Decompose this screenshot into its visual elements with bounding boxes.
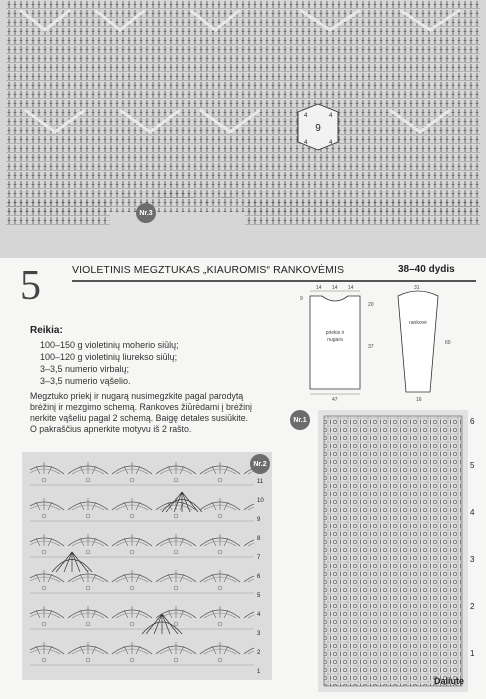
motif-corner-number: 4 [304,140,308,146]
crochet-chart-top [0,0,486,258]
sleeve-label: rankovė [409,320,427,326]
body-dim-left: 9 [300,296,303,302]
instruction-line: Megztuko priekį ir nugarą nusimegzkite pagal parodytą [30,391,244,401]
credit-watermark: Daliute [434,676,465,686]
body-schematic [300,285,374,403]
chart-tag-nr1: Nr.1 [290,410,310,430]
row-number: 7 [257,555,261,561]
motif-corner-number: 4 [329,113,333,119]
body-dim-right-lower: 37 [368,344,374,350]
row-number: 4 [470,508,475,517]
instruction-line: nerkite vąšeliu pagal 2 schemą. Baigę detales susiūkite. [30,413,249,423]
body-dim-right-upper: 20 [368,302,374,308]
motif-corner-number: 4 [329,140,333,146]
section-number: 5 [20,263,41,309]
body-dim-top-c: 14 [348,285,354,291]
row-number: 1 [257,669,261,675]
garment-schematics [280,284,480,404]
sleeve-dim-top: 31 [414,285,420,291]
material-item: 100–120 g violetinių liurekso siūlų; [40,352,178,362]
crochet-chart-sleeve [22,452,272,680]
row-number: 5 [470,461,475,470]
crochet-row-numbers [254,452,272,680]
instructions [30,391,285,435]
row-number: 11 [257,479,264,485]
row-number: 8 [257,536,261,542]
motif-corner-number: 4 [304,113,308,119]
body-dim-top-a: 14 [316,285,322,291]
material-item: 3–3,5 numerio virbalų; [40,364,130,374]
chart-top-grid [0,0,486,258]
instruction-line: O pakraščius apnerkite motyvu iš 2 rašto. [30,424,192,434]
body-label-line1: priekis ir [325,330,345,336]
row-number: 9 [257,517,261,523]
row-number: 5 [257,593,261,599]
row-number: 4 [257,612,261,618]
row-number: 2 [257,650,261,656]
sleeve-dim-right: 60 [445,340,451,346]
knit-row-numbers [468,410,482,692]
chart-tag-nr2: Nr.2 [250,454,270,474]
row-number: 3 [257,631,261,637]
row-number: 1 [470,649,475,658]
body-label-line2: nugara [327,337,343,343]
row-number: 3 [470,555,475,564]
row-number: 6 [470,417,475,426]
material-item: 3–3,5 numerio vąšelio. [40,376,131,386]
body-dim-top-b: 14 [332,285,338,291]
pattern-title: VIOLETINIS MEGZTUKAS „KIAUROMIS“ RANKOVĖMIS [72,264,345,276]
body-dim-bottom: 47 [332,397,338,403]
row-number: 2 [470,602,475,611]
knitting-chart-svg [318,410,468,692]
chart-tag-nr3: Nr.3 [136,203,156,223]
crochet-chart-sleeve-svg [22,452,272,680]
material-item: 100–150 g violetinių moherio siūlų; [40,340,179,350]
motif-center-number: 9 [315,123,321,134]
row-number: 6 [257,574,261,580]
materials-heading: Reikia: [30,325,63,336]
size-label: 38–40 dydis [398,264,455,275]
row-number: 10 [257,498,264,504]
sleeve-dim-bottom: 16 [416,397,422,403]
instruction-line: brėžinį ir mezgimo schemą. Rankoves žiūrėdami į brėžinį [30,402,252,412]
header-rule [72,280,476,282]
sleeve-schematic [398,285,451,403]
knitting-chart [293,410,468,692]
